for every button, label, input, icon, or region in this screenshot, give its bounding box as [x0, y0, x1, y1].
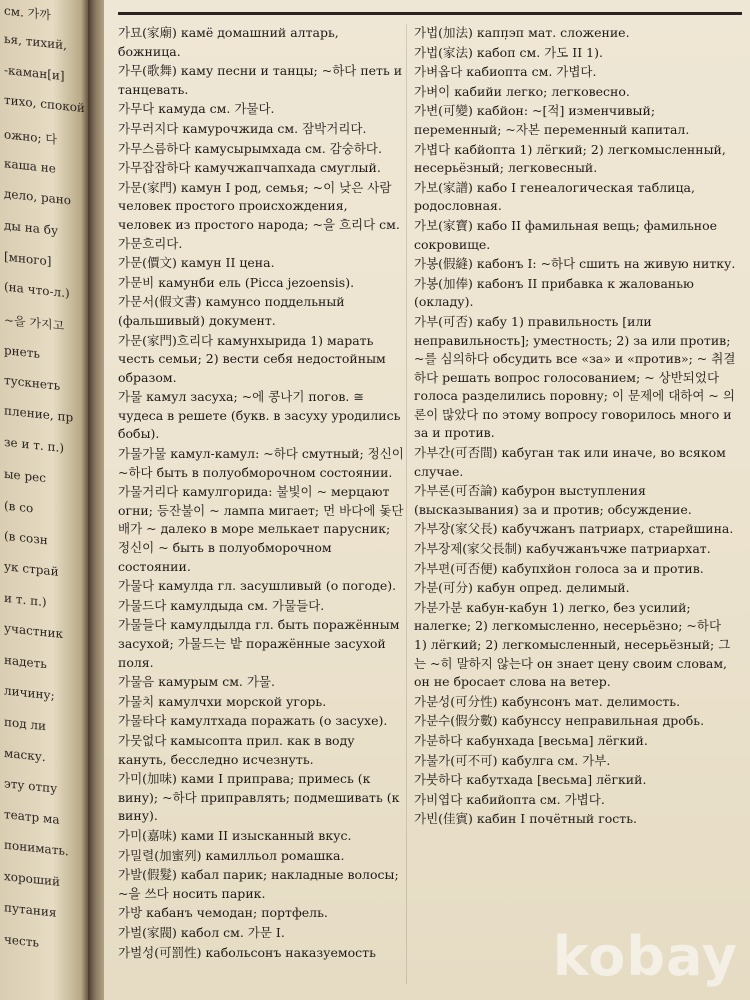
left-column	[118, 24, 404, 963]
dictionary-entry: 가물치 камулчхи морской угорь.	[118, 693, 327, 709]
left-page-fragment: надеть	[4, 652, 47, 672]
dictionary-entry: 가물 камул засуха; ~에 콩나기 погов. ≅ чудеса в решете (букв. в засуху уродились бобы).	[118, 389, 401, 442]
dictionary-entry: 가볍다 кабйопта 1) лёгкий; 2) легкомысленный, несерьёзный; легковесный.	[414, 141, 726, 176]
left-page-fragment: ожно; 다	[4, 127, 57, 147]
dictionary-entry: 가물드다 камулдыда см. 가물들다.	[118, 597, 325, 613]
dictionary-entry: 가벼이 кабийи легко; легковесно.	[414, 83, 630, 99]
dictionary-entry: 가부장(家父長) кабучжанъ патриарх, старейшина.	[414, 521, 734, 537]
dictionary-entry: 가문비 камунби ель (Picca jezoensis).	[118, 274, 355, 290]
dictionary-entry: 가발(假髮) кабал парик; накладные волосы; ~을 쓰다 носить парик.	[118, 867, 399, 901]
dictionary-entry: 가불가(可不可) кабулга см. 가부.	[414, 752, 611, 768]
left-page-fragment: понимать.	[4, 837, 69, 859]
dictionary-entry: 가분성(可分性) кабунсонъ мат. делимость.	[414, 693, 681, 709]
dictionary-entry: 가물다 камулда гл. засушливый (о погоде).	[118, 578, 397, 594]
left-page-fragment: (в со	[4, 498, 34, 516]
dictionary-entry: 가밀렬(加蜜列) камилльол ромашка.	[118, 847, 345, 863]
dictionary-entry: 가무러지다 камурочжида см. 잠박거리다.	[118, 120, 367, 136]
dictionary-entry: 가부장제(家父長制) кабучжанъчже патриархат.	[414, 541, 711, 557]
dictionary-entry: 가무(歌舞) каму песни и танцы; ~하다 петь и танцевать.	[118, 63, 403, 97]
left-page-fragment: хороший	[4, 869, 61, 889]
left-page-fragment: [много]	[4, 249, 52, 269]
left-page-fragment: тускнеть	[4, 373, 61, 393]
dictionary-entry: 가부론(可否論) кабурон выступления (высказывания) за и против; обсуждение.	[414, 483, 692, 517]
left-page-fragment: рнеть	[4, 343, 40, 361]
left-page-fragment: честь	[4, 932, 39, 950]
dictionary-entry: 가빈(佳賓) кабин I почётный гость.	[414, 811, 638, 827]
dictionary-entry: 가분수(假分數) кабунссу неправильная дробь.	[414, 713, 705, 729]
left-page-fragment: каша не	[4, 156, 56, 176]
dictionary-entry: 가봉(假縫) кабонъ I: ~하다 сшить на живую нитку.	[414, 256, 736, 272]
dictionary-entry: 가봉(加俸) кабонъ II прибавка к жалованью (окладу).	[414, 275, 694, 310]
dictionary-entry: 가부간(可否間) кабуган так или иначе, во всяком случае.	[414, 445, 726, 479]
left-page-fragment: зе и т. п.)	[4, 434, 65, 456]
left-page-fragment: ья, тихий,	[4, 31, 67, 53]
left-page-fragment: дело, рано	[4, 186, 72, 208]
left-page-fragment: под ли	[4, 714, 47, 734]
left-page-fragment: (на что-л.)	[4, 279, 70, 301]
dictionary-entry: 가물들다 камулдылда гл. быть поражённым засухой; 가물드는 밭 поражённые засухой поля.	[118, 617, 400, 670]
dictionary-entry: 가분가분 кабун-кабун 1) легко, без усилий; налегке; 2) легкомысленно, несерьёзно; ~하다 1) лёгкий; 2) легкомысленный, несерьёзный; 그는 ~히 말하지 않는다 он знает цену своим словам, он не бросает слова на ветер.	[414, 599, 731, 690]
dictionary-entry: 가문서(假文書) камунсо поддельный (фальшивый) документ.	[118, 294, 345, 328]
dictionary-entry: 가보(家譜) кабо I генеалогическая таблица, родословная.	[414, 179, 695, 214]
dictionary-entry: 가무잡잡하다 камучжапчапхада смуглый.	[118, 160, 381, 176]
left-page-fragment: театр ма	[4, 807, 60, 827]
dictionary-entry: 가미(嘉味) ками II изысканный вкус.	[118, 827, 352, 843]
dictionary-entry: 가미(加味) ками I приправа; примесь (к вину); ~하다 приправлять; подмешивать (к вину).	[118, 771, 400, 824]
left-page-fragment: -каман[и]	[4, 62, 65, 84]
left-page-fragment: ды на бу	[4, 218, 59, 238]
left-page-fragment: путания	[4, 900, 57, 920]
dictionary-entry: 가보(家寶) кабо II фамильная вещь; фамильное сокровище.	[414, 217, 718, 252]
right-column	[414, 24, 736, 830]
dictionary-page	[104, 0, 750, 1000]
left-page-fragment: ые рес	[4, 466, 46, 486]
dictionary-entry: 가문(價文) камун II цена.	[118, 255, 275, 271]
dictionary-entry: 가부(可否) кабу 1) правильность [или неправильность]; уместность; 2) за или против; ~를 심의하다 обсудить все «за» и «против»; ~ 취결하다 решать вопрос голосованием; ~ 상반되었다 голоса разделились поровну; 이 문제에 대하여 ~ 의론이 많았다 по этому вопросу говорилось много и за и против.	[414, 313, 736, 441]
dictionary-entry: 가비엽다 кабийопта см. 가볍다.	[414, 791, 605, 807]
dictionary-entry: 가방 кабанъ чемодан; портфель.	[118, 905, 328, 921]
left-page-edge	[0, 0, 88, 1000]
watermark-logo: kobay	[552, 925, 738, 988]
left-page-fragment: см. 가까	[4, 3, 51, 23]
dictionary-entry: 가물타다 камултхада поражать (о засухе).	[118, 713, 388, 729]
dictionary-entry: 가분하다 кабунхада [весьма] лёгкий.	[414, 732, 648, 748]
dictionary-entry: 가묘(家廟) камё домашний алтарь, божница.	[118, 25, 339, 59]
left-page-fragment: маску.	[4, 745, 46, 765]
dictionary-entry: 가벼옵다 кабиопта см. 가볍다.	[414, 64, 597, 80]
dictionary-entry: 가무스름하다 камусырымхада см. 감숭하다.	[118, 140, 382, 156]
left-page-fragment: эту отпу	[4, 776, 58, 796]
dictionary-entry: 가붓하다 кабутхада [весьма] лёгкий.	[414, 772, 647, 788]
left-page-fragment: ук страй	[4, 559, 59, 579]
dictionary-entry: 가물거리다 камулгорида: 불빛이 ~ мерцают огни; 등잔불이 ~ лампа мигает; 먼 바다에 돛단배가 ~ далеко в море мелькает парусник; 정신이 ~ быть в полуобморочном состоянии.	[118, 484, 404, 574]
left-page-fragment: тихо, спокой	[4, 92, 85, 116]
left-page-fragment: и т. п.)	[4, 590, 47, 610]
dictionary-entry: 가문(家門)흐리다 камунхырида 1) марать честь семьи; 2) вести себя недостойным образом.	[118, 332, 386, 385]
dictionary-entry: 가물가물 камул-камул: ~하다 смутный; 정신이 ~하다 быть в полуобморочном состоянии.	[118, 446, 404, 480]
dictionary-entry: 가법(家法) кабоп см. 가도 II 1).	[414, 44, 603, 60]
dictionary-entry: 가분(可分) кабун опред. делимый.	[414, 580, 630, 596]
left-page-fragment: личину;	[4, 683, 55, 703]
column-divider	[406, 24, 407, 984]
dictionary-entry: 가문(家門) камун I род, семья; ~이 낮은 사람 человек простого происхождения, человек из простого народа; ~을 흐리다 см. 가문흐리다.	[118, 179, 400, 251]
left-page-fragment: ~을 가지고	[4, 312, 65, 334]
dictionary-entry: 가변(可變) кабйон: ~[적] изменчивый; переменный; ~자본 переменный капитал.	[414, 103, 690, 137]
dictionary-entry: 가벌(家閥) кабол см. 가문 I.	[118, 924, 285, 940]
header-rule	[118, 12, 742, 15]
left-page-fragment: участник	[4, 620, 64, 642]
dictionary-entry: 가물음 камурым см. 가물.	[118, 674, 275, 690]
dictionary-entry: 가벌성(可罰性) кабольсонъ наказуемость	[118, 944, 376, 960]
dictionary-entry: 가법(加法) капп̣эп мат. сложение.	[414, 25, 630, 40]
left-page-fragment: пление, пр	[4, 403, 74, 425]
dictionary-entry: 가뭇없다 камысопта прил. как в воду кануть, бесследно исчезнуть.	[118, 732, 355, 767]
left-page-fragment: (в созн	[4, 528, 48, 548]
dictionary-entry: 가부편(可否便) кабупхйон голоса за и против.	[414, 560, 704, 576]
dictionary-entry: 가무다 камуда см. 가물다.	[118, 101, 275, 117]
